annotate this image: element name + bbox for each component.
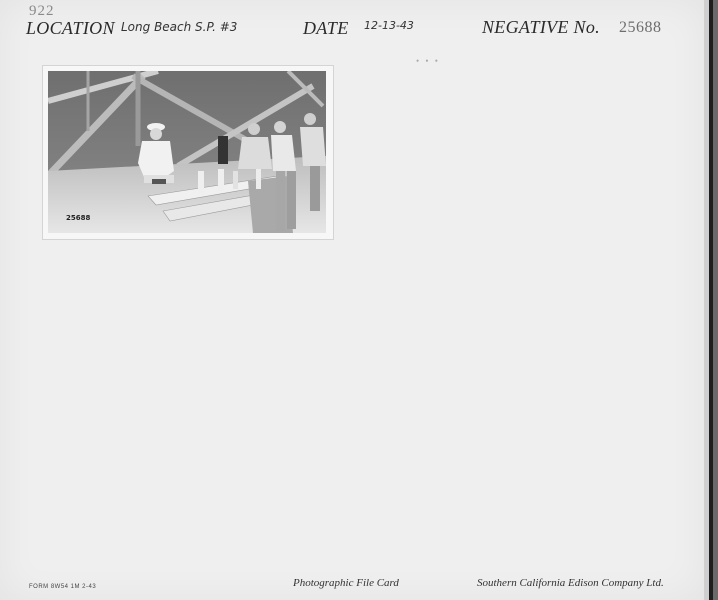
date-label: DATE xyxy=(303,18,349,38)
date-value: 12-13-43 xyxy=(364,19,414,32)
card-title: Photographic File Card xyxy=(293,577,399,589)
form-code: FORM 8W54 1M 2-43 xyxy=(29,584,97,590)
smudge-marks: • • • xyxy=(416,56,440,66)
scan-edge-strip xyxy=(704,0,718,600)
location-value: Long Beach S.P. #3 xyxy=(121,20,238,34)
mounted-photograph xyxy=(42,65,334,240)
photo-number-annotation: 25688 xyxy=(66,214,91,222)
file-number: 922 xyxy=(29,3,55,19)
company-name: Southern California Edison Company Ltd. xyxy=(477,577,664,589)
negative-label: NEGATIVE No. xyxy=(482,17,600,37)
photo-image xyxy=(48,71,326,233)
negative-number: 25688 xyxy=(619,19,662,36)
location-label: LOCATION xyxy=(26,18,115,38)
